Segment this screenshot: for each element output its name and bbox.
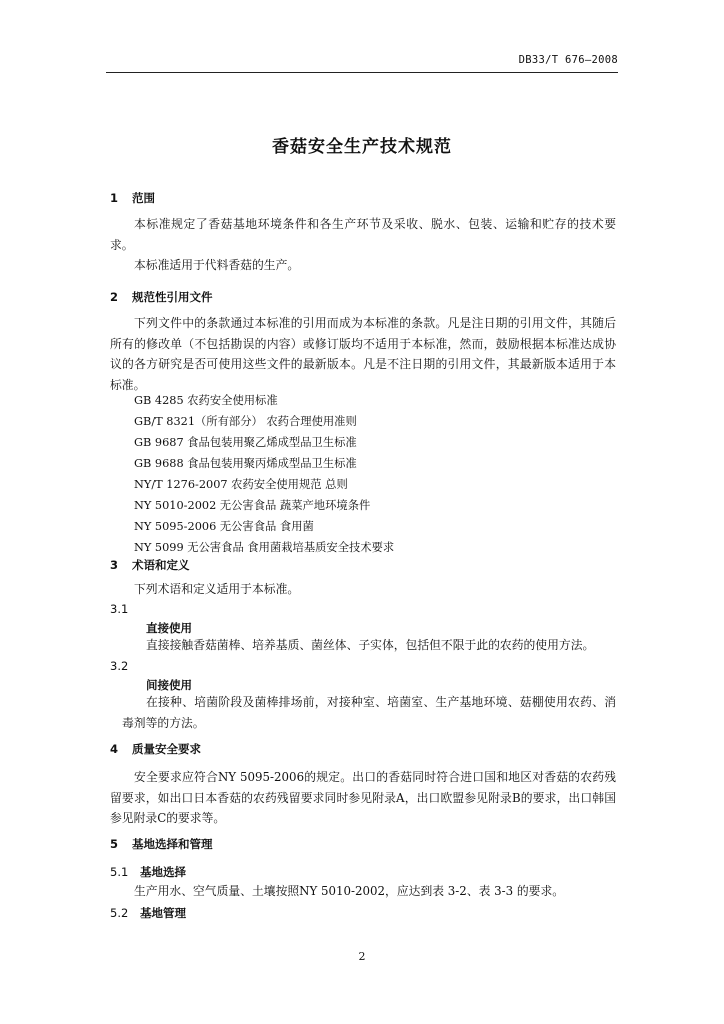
reference-item: GB 4285 农药安全使用标准 [134,394,278,407]
section-4-heading [110,741,201,757]
section-4-paragraph-1: 安全要求应符合NY 5095-2006的规定。出口的香菇同时符合进口国和地区对香菇的农药残留要求，如出口日本香菇的农药残留要求同时参见附录A，出口欧盟参见附录B的要求，出口韩国参见附录C的要求等。 [110,770,616,825]
section-2-heading [110,289,213,305]
section-title: 范围 [132,191,155,205]
reference-item: NY 5099 无公害食品 食用菌栽培基质安全技术要求 [134,541,395,554]
section-title: 规范性引用文件 [132,290,213,304]
reference-item: NY 5095-2006 无公害食品 食用菌 [134,520,314,533]
term-3-2-definition: 在接种、培菌阶段及菌棒排场前，对接种室、培菌室、生产基地环境、菇棚使用农药、消毒剂等的方法。 [122,695,616,730]
section-1-paragraph-1: 本标准规定了香菇基地环境条件和各生产环节及采收、脱水、包装、运输和贮存的技术要求。 [110,217,616,252]
section-number: 1 [110,191,119,205]
section-title: 质量安全要求 [132,742,201,756]
term-3-2-number: 3.2 [110,659,129,673]
reference-item: GB 9687 食品包装用聚乙烯成型品卫生标准 [134,436,357,449]
term-3-1-definition: 直接接触香菇菌棒、培养基质、菌丝体、子实体，包括但不限于此的农药的使用方法。 [146,638,595,652]
subsection-title: 基地管理 [140,906,186,920]
section-2-paragraph-1: 下列文件中的条款通过本标准的引用而成为本标准的条款。凡是注日期的引用文件，其随后所有的修改单（不包括勘误的内容）或修订版均不适用于本标准，然而，鼓励根据本标准达成协议的各方研究是否可使用这些文件的最新版本。凡是不注日期的引用文件，其最新版本适用于本标准。 [110,316,616,392]
term-3-1-number: 3.1 [110,602,129,616]
reference-item: NY 5010-2002 无公害食品 蔬菜产地环境条件 [134,499,371,512]
page-number: 2 [358,950,366,963]
subsection-title: 基地选择 [140,865,186,879]
subsection-5-1-heading [110,864,186,880]
section-1-heading [110,190,155,206]
subsection-number: 5.1 [110,865,129,879]
section-3-paragraph-1: 下列术语和定义适用于本标准。 [134,582,300,596]
document-title: 香菇安全生产技术规范 [272,137,452,157]
section-number: 4 [110,742,119,756]
section-5-heading [110,836,213,852]
subsection-number: 5.2 [110,906,129,920]
section-number: 5 [110,837,119,851]
subsection-5-2-heading [110,905,186,921]
section-title: 基地选择和管理 [132,837,213,851]
section-3-heading [110,557,190,573]
header-rule [106,72,618,73]
standard-code: DB33/T 676—2008 [518,54,618,66]
reference-item: GB 9688 食品包装用聚丙烯成型品卫生标准 [134,457,357,470]
term-3-1-title: 直接使用 [146,621,192,635]
section-number: 2 [110,290,119,304]
reference-item: GB/T 8321（所有部分） 农药合理使用准则 [134,415,357,428]
subsection-5-1-text: 生产用水、空气质量、土壤按照NY 5010-2002，应达到表 3-2、表 3-3 的要求。 [134,884,565,898]
section-number: 3 [110,558,119,572]
term-3-2-title: 间接使用 [146,678,192,692]
section-title: 术语和定义 [132,558,190,572]
section-1-paragraph-2: 本标准适用于代料香菇的生产。 [134,258,300,272]
reference-item: NY/T 1276-2007 农药安全使用规范 总则 [134,478,348,491]
